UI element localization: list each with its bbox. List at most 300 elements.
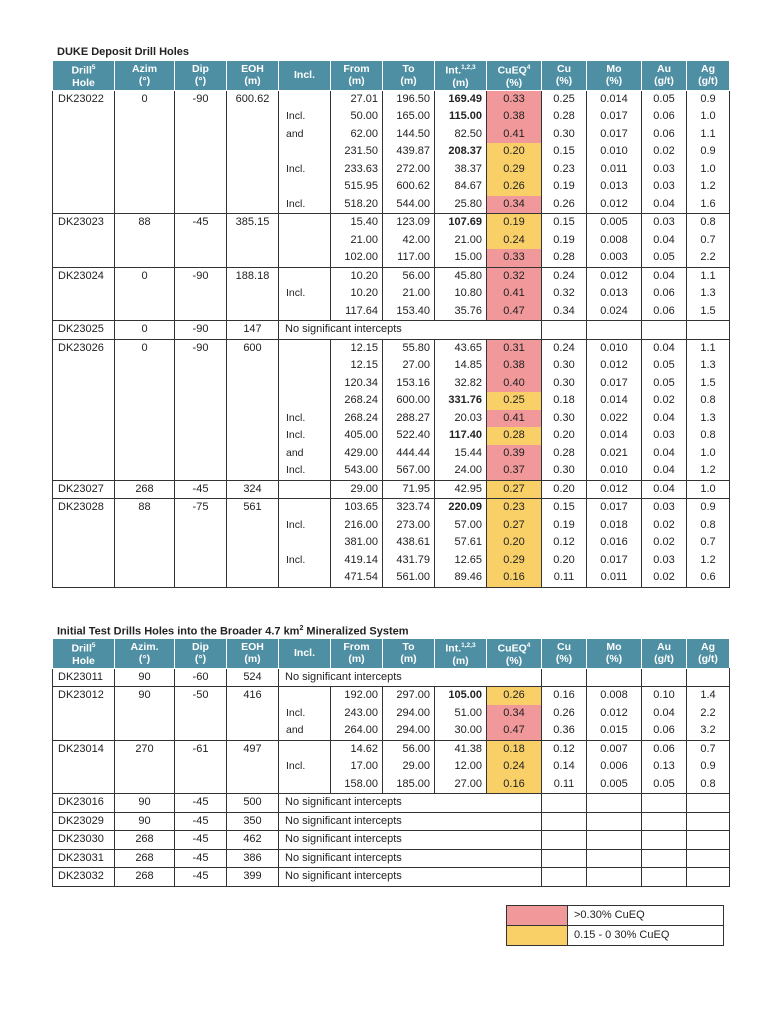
col-header-incl: Incl. (279, 61, 331, 91)
cell-ag: 0.7 (687, 740, 730, 758)
cell-dip-empty (175, 143, 227, 161)
drill-hole-group (53, 214, 730, 268)
cell-hole: DK23012 (53, 687, 115, 705)
table2-title: Initial Test Drills Holes into the Broader 4.7 $km^2$ Mineralized System (57, 625, 409, 638)
cell-from: 381.00 (331, 534, 383, 552)
cell-cu: 0.20 (542, 480, 587, 499)
cell-azim-empty (115, 196, 175, 214)
cell-dip-empty (175, 722, 227, 740)
cell-empty (587, 794, 642, 813)
table-row (53, 794, 730, 813)
cell-dip: -45 (175, 831, 227, 850)
cell-cu: 0.26 (542, 196, 587, 214)
cell-to: 27.00 (383, 357, 435, 375)
cell-to: 444.44 (383, 445, 435, 463)
cell-azim-empty (115, 445, 175, 463)
cell-ag: 2.2 (687, 249, 730, 267)
cell-hole: DK23023 (53, 214, 115, 232)
cell-au: 0.06 (642, 285, 687, 303)
cell-cu: 0.11 (542, 776, 587, 794)
cell-from: 103.65 (331, 499, 383, 517)
table-row (53, 445, 730, 463)
cell-cueq: 0.20 (487, 143, 542, 161)
cell-ag: 0.8 (687, 392, 730, 410)
cell-hole-empty (53, 143, 115, 161)
cell-cueq: 0.37 (487, 462, 542, 480)
cell-au: 0.03 (642, 427, 687, 445)
table-row (53, 687, 730, 705)
cell-au: 0.05 (642, 776, 687, 794)
cell-hole-empty (53, 462, 115, 480)
cell-cu: 0.24 (542, 339, 587, 357)
drill-hole-group (53, 740, 730, 794)
table-row (53, 868, 730, 887)
cell-incl: Incl. (279, 552, 331, 570)
cell-au: 0.06 (642, 108, 687, 126)
col-header-int: Int.$^{1,2,3}$ (m) (435, 639, 487, 669)
cell-interval: 89.46 (435, 569, 487, 587)
cell-interval: 82.50 (435, 126, 487, 144)
cell-azim-empty (115, 722, 175, 740)
cell-au: 0.04 (642, 196, 687, 214)
cell-eoh-empty (227, 285, 279, 303)
cell-empty (542, 794, 587, 813)
cell-cu: 0.18 (542, 392, 587, 410)
cell-au: 0.05 (642, 357, 687, 375)
cell-interval: 57.00 (435, 517, 487, 535)
cell-au: 0.04 (642, 267, 687, 285)
cell-hole-empty (53, 375, 115, 393)
cell-mo: 0.010 (587, 339, 642, 357)
cell-incl: Incl. (279, 427, 331, 445)
table-row (53, 303, 730, 321)
cell-incl (279, 499, 331, 517)
cell-eoh-empty (227, 705, 279, 723)
col-header-int: Int.$^{1,2,3}$ (m) (435, 61, 487, 91)
cell-incl: and (279, 722, 331, 740)
cell-cueq: 0.39 (487, 445, 542, 463)
cell-azim: 0 (115, 321, 175, 340)
cell-cu: 0.15 (542, 499, 587, 517)
cell-empty (642, 794, 687, 813)
cell-azim-empty (115, 143, 175, 161)
cell-from: 62.00 (331, 126, 383, 144)
cell-dip: -60 (175, 668, 227, 687)
cell-to: 600.00 (383, 392, 435, 410)
cell-mo: 0.017 (587, 375, 642, 393)
drill-hole-group (53, 90, 730, 214)
drill-hole-group (53, 499, 730, 588)
cell-to: 71.95 (383, 480, 435, 499)
cell-azim: 268 (115, 480, 175, 499)
cell-mo: 0.003 (587, 249, 642, 267)
table-row (53, 392, 730, 410)
cell-au: 0.06 (642, 740, 687, 758)
cell-cu: 0.19 (542, 517, 587, 535)
table-row (53, 285, 730, 303)
cell-ag: 0.7 (687, 232, 730, 250)
cell-cueq: 0.34 (487, 196, 542, 214)
cell-ag: 3.2 (687, 722, 730, 740)
cell-from: 21.00 (331, 232, 383, 250)
cell-azim-empty (115, 758, 175, 776)
cell-to: 153.40 (383, 303, 435, 321)
cell-mo: 0.013 (587, 285, 642, 303)
cell-au: 0.03 (642, 499, 687, 517)
cell-interval: 169.49 (435, 90, 487, 108)
cell-hole: DK23022 (53, 90, 115, 108)
cell-incl: Incl. (279, 462, 331, 480)
cell-to: 294.00 (383, 705, 435, 723)
cell-eoh-empty (227, 569, 279, 587)
table-row (53, 196, 730, 214)
cell-from: 231.50 (331, 143, 383, 161)
cell-empty (642, 668, 687, 687)
cell-from: 12.15 (331, 339, 383, 357)
col-header-hole: Drill$^5$ Hole (53, 639, 115, 669)
cell-blank (487, 668, 542, 687)
cell-from: 27.01 (331, 90, 383, 108)
cell-to: 567.00 (383, 462, 435, 480)
cell-cueq: 0.25 (487, 392, 542, 410)
cell-cu: 0.11 (542, 569, 587, 587)
cell-cueq: 0.33 (487, 90, 542, 108)
legend-swatch-mid (507, 926, 568, 946)
cell-eoh: 188.18 (227, 267, 279, 285)
cell-ag: 1.0 (687, 480, 730, 499)
cell-cu: 0.30 (542, 410, 587, 428)
cell-from: 264.00 (331, 722, 383, 740)
cell-cueq: 0.16 (487, 776, 542, 794)
table-row (53, 462, 730, 480)
cell-to: 117.00 (383, 249, 435, 267)
cell-to: 196.50 (383, 90, 435, 108)
cell-hole-empty (53, 445, 115, 463)
cell-empty (642, 321, 687, 340)
cell-mo: 0.021 (587, 445, 642, 463)
cell-from: 543.00 (331, 462, 383, 480)
cell-incl (279, 687, 331, 705)
cell-azim: 0 (115, 339, 175, 357)
cell-azim-empty (115, 534, 175, 552)
col-header-hole: Drill$^5$ Hole (53, 61, 115, 91)
cell-cueq: 0.26 (487, 687, 542, 705)
cell-eoh: 500 (227, 794, 279, 813)
cell-mo: 0.012 (587, 267, 642, 285)
cell-eoh-empty (227, 303, 279, 321)
cell-azim: 88 (115, 214, 175, 232)
cell-au: 0.06 (642, 126, 687, 144)
cell-eoh: 385.15 (227, 214, 279, 232)
drill-hole-group (53, 339, 730, 480)
cell-au: 0.06 (642, 722, 687, 740)
cell-azim: 268 (115, 868, 175, 887)
cell-hole-empty (53, 126, 115, 144)
cell-to: 561.00 (383, 569, 435, 587)
cell-hole-empty (53, 232, 115, 250)
cell-cu: 0.30 (542, 375, 587, 393)
cell-empty (587, 812, 642, 831)
cell-dip: -45 (175, 214, 227, 232)
no-intercepts-note: No significant intercepts (279, 849, 487, 868)
cell-mo: 0.014 (587, 427, 642, 445)
cell-empty (642, 849, 687, 868)
cell-from: 268.24 (331, 392, 383, 410)
cell-from: 515.95 (331, 178, 383, 196)
cell-ag: 0.8 (687, 427, 730, 445)
col-header-cueq: CuEQ$^4$ (%) (487, 61, 542, 91)
cell-cueq: 0.27 (487, 517, 542, 535)
cell-empty (587, 668, 642, 687)
cell-cueq: 0.47 (487, 303, 542, 321)
cell-dip: -90 (175, 321, 227, 340)
cell-au: 0.04 (642, 232, 687, 250)
cell-mo: 0.012 (587, 705, 642, 723)
cell-interval: 107.69 (435, 214, 487, 232)
cell-hole: DK23031 (53, 849, 115, 868)
cell-interval: 105.00 (435, 687, 487, 705)
table-row (53, 722, 730, 740)
cell-to: 55.80 (383, 339, 435, 357)
cell-eoh: 497 (227, 740, 279, 758)
cell-from: 50.00 (331, 108, 383, 126)
cell-cu: 0.25 (542, 90, 587, 108)
cell-from: 243.00 (331, 705, 383, 723)
cell-au: 0.02 (642, 534, 687, 552)
cell-hole-empty (53, 427, 115, 445)
cell-incl (279, 214, 331, 232)
cell-empty (542, 849, 587, 868)
cell-ag: 1.3 (687, 357, 730, 375)
cell-ag: 1.0 (687, 445, 730, 463)
cell-cueq: 0.29 (487, 552, 542, 570)
cell-incl (279, 267, 331, 285)
cell-mo: 0.013 (587, 178, 642, 196)
cell-incl (279, 143, 331, 161)
cell-hole: DK23026 (53, 339, 115, 357)
cell-au: 0.02 (642, 392, 687, 410)
cell-eoh: 324 (227, 480, 279, 499)
cell-eoh: 386 (227, 849, 279, 868)
cell-azim-empty (115, 776, 175, 794)
table1-title: DUKE Deposit Drill Holes (57, 46, 190, 58)
cell-to: 153.16 (383, 375, 435, 393)
cell-to: 56.00 (383, 267, 435, 285)
drill-hole-group (53, 794, 730, 813)
cell-cueq: 0.41 (487, 126, 542, 144)
cell-hole-empty (53, 178, 115, 196)
cell-dip-empty (175, 375, 227, 393)
cell-ag: 0.8 (687, 517, 730, 535)
drill-hole-group (53, 480, 730, 499)
cell-au: 0.03 (642, 214, 687, 232)
cell-cueq: 0.23 (487, 499, 542, 517)
cell-interval: 30.00 (435, 722, 487, 740)
cell-dip: -50 (175, 687, 227, 705)
cell-eoh-empty (227, 178, 279, 196)
cell-empty (542, 668, 587, 687)
table-row (53, 410, 730, 428)
cell-cueq: 0.33 (487, 249, 542, 267)
cell-mo: 0.007 (587, 740, 642, 758)
cell-empty (587, 831, 642, 850)
cell-hole: DK23011 (53, 668, 115, 687)
cell-eoh-empty (227, 375, 279, 393)
cell-hole-empty (53, 705, 115, 723)
cell-azim: 90 (115, 794, 175, 813)
cell-from: 102.00 (331, 249, 383, 267)
cell-cu: 0.28 (542, 108, 587, 126)
cell-eoh-empty (227, 722, 279, 740)
drill-hole-group (53, 849, 730, 868)
cell-empty (642, 812, 687, 831)
cell-dip-empty (175, 249, 227, 267)
cell-interval: 20.03 (435, 410, 487, 428)
col-header-azim: Azim. (°) (115, 639, 175, 669)
cell-interval: 14.85 (435, 357, 487, 375)
cueq-legend (506, 905, 724, 946)
drill-hole-group (53, 812, 730, 831)
cell-ag: 1.3 (687, 285, 730, 303)
cell-au: 0.03 (642, 178, 687, 196)
cell-dip-empty (175, 758, 227, 776)
cell-cueq: 0.28 (487, 427, 542, 445)
table-row (53, 740, 730, 758)
cell-to: 144.50 (383, 126, 435, 144)
col-header-dip: Dip (°) (175, 61, 227, 91)
test-drill-holes-table (52, 638, 730, 887)
cell-dip: -45 (175, 868, 227, 887)
col-header-from: From (m) (331, 61, 383, 91)
cell-eoh-empty (227, 143, 279, 161)
cell-interval: 41.38 (435, 740, 487, 758)
cell-eoh: 524 (227, 668, 279, 687)
cell-mo: 0.005 (587, 214, 642, 232)
table-row (53, 90, 730, 108)
cell-hole-empty (53, 517, 115, 535)
cell-mo: 0.014 (587, 90, 642, 108)
cell-incl (279, 392, 331, 410)
cell-from: 117.64 (331, 303, 383, 321)
cell-eoh-empty (227, 161, 279, 179)
cell-interval: 24.00 (435, 462, 487, 480)
cell-to: 185.00 (383, 776, 435, 794)
cell-azim: 270 (115, 740, 175, 758)
cell-eoh-empty (227, 249, 279, 267)
cell-dip-empty (175, 776, 227, 794)
cell-ag: 1.4 (687, 687, 730, 705)
cell-dip: -90 (175, 339, 227, 357)
cell-to: 272.00 (383, 161, 435, 179)
cell-hole-empty (53, 285, 115, 303)
legend-label-high: >0.30% CuEQ (568, 906, 724, 926)
cell-interval: 35.76 (435, 303, 487, 321)
cell-cu: 0.15 (542, 214, 587, 232)
cell-incl: and (279, 445, 331, 463)
cell-interval: 208.37 (435, 143, 487, 161)
cell-incl: Incl. (279, 161, 331, 179)
cell-eoh-empty (227, 758, 279, 776)
cell-from: 10.20 (331, 285, 383, 303)
cell-eoh-empty (227, 517, 279, 535)
cell-azim-empty (115, 285, 175, 303)
cell-eoh: 462 (227, 831, 279, 850)
cell-eoh: 147 (227, 321, 279, 340)
cell-dip: -90 (175, 267, 227, 285)
cell-cu: 0.24 (542, 267, 587, 285)
cell-hole: DK23029 (53, 812, 115, 831)
cell-ag: 1.6 (687, 196, 730, 214)
table-row (53, 249, 730, 267)
cell-mo: 0.024 (587, 303, 642, 321)
cell-hole: DK23028 (53, 499, 115, 517)
cell-incl (279, 740, 331, 758)
cell-to: 431.79 (383, 552, 435, 570)
drill-hole-group (53, 868, 730, 887)
cell-hole-empty (53, 392, 115, 410)
cell-cu: 0.30 (542, 357, 587, 375)
cell-cueq: 0.16 (487, 569, 542, 587)
cell-interval: 21.00 (435, 232, 487, 250)
cell-au: 0.05 (642, 249, 687, 267)
cell-ag: 1.5 (687, 303, 730, 321)
cell-eoh: 561 (227, 499, 279, 517)
cell-azim-empty (115, 569, 175, 587)
table-row (53, 143, 730, 161)
cell-cueq: 0.20 (487, 534, 542, 552)
duke-drill-holes-table (52, 60, 730, 588)
cell-dip: -90 (175, 90, 227, 108)
cell-interval: 117.40 (435, 427, 487, 445)
cell-mo: 0.012 (587, 196, 642, 214)
table-row (53, 126, 730, 144)
cell-mo: 0.008 (587, 232, 642, 250)
cell-from: 405.00 (331, 427, 383, 445)
cell-cueq: 0.32 (487, 267, 542, 285)
table-row (53, 232, 730, 250)
table-row (53, 831, 730, 850)
cell-hole-empty (53, 357, 115, 375)
cell-interval: 25.80 (435, 196, 487, 214)
cell-azim-empty (115, 410, 175, 428)
cell-to: 123.09 (383, 214, 435, 232)
cell-interval: 45.80 (435, 267, 487, 285)
cell-dip-empty (175, 161, 227, 179)
cell-mo: 0.022 (587, 410, 642, 428)
cell-dip-empty (175, 232, 227, 250)
cell-hole-empty (53, 776, 115, 794)
cell-to: 21.00 (383, 285, 435, 303)
cell-mo: 0.014 (587, 392, 642, 410)
table-row (53, 849, 730, 868)
cell-empty (587, 868, 642, 887)
cell-ag: 0.9 (687, 90, 730, 108)
table-row (53, 214, 730, 232)
cell-au: 0.05 (642, 375, 687, 393)
table-row (53, 108, 730, 126)
cell-hole-empty (53, 249, 115, 267)
cell-ag: 1.1 (687, 339, 730, 357)
table-row (53, 812, 730, 831)
cell-cu: 0.12 (542, 740, 587, 758)
cell-eoh-empty (227, 776, 279, 794)
cell-incl (279, 90, 331, 108)
cell-interval: 57.61 (435, 534, 487, 552)
cell-eoh-empty (227, 357, 279, 375)
cell-cu: 0.30 (542, 126, 587, 144)
cell-interval: 51.00 (435, 705, 487, 723)
cell-eoh: 350 (227, 812, 279, 831)
